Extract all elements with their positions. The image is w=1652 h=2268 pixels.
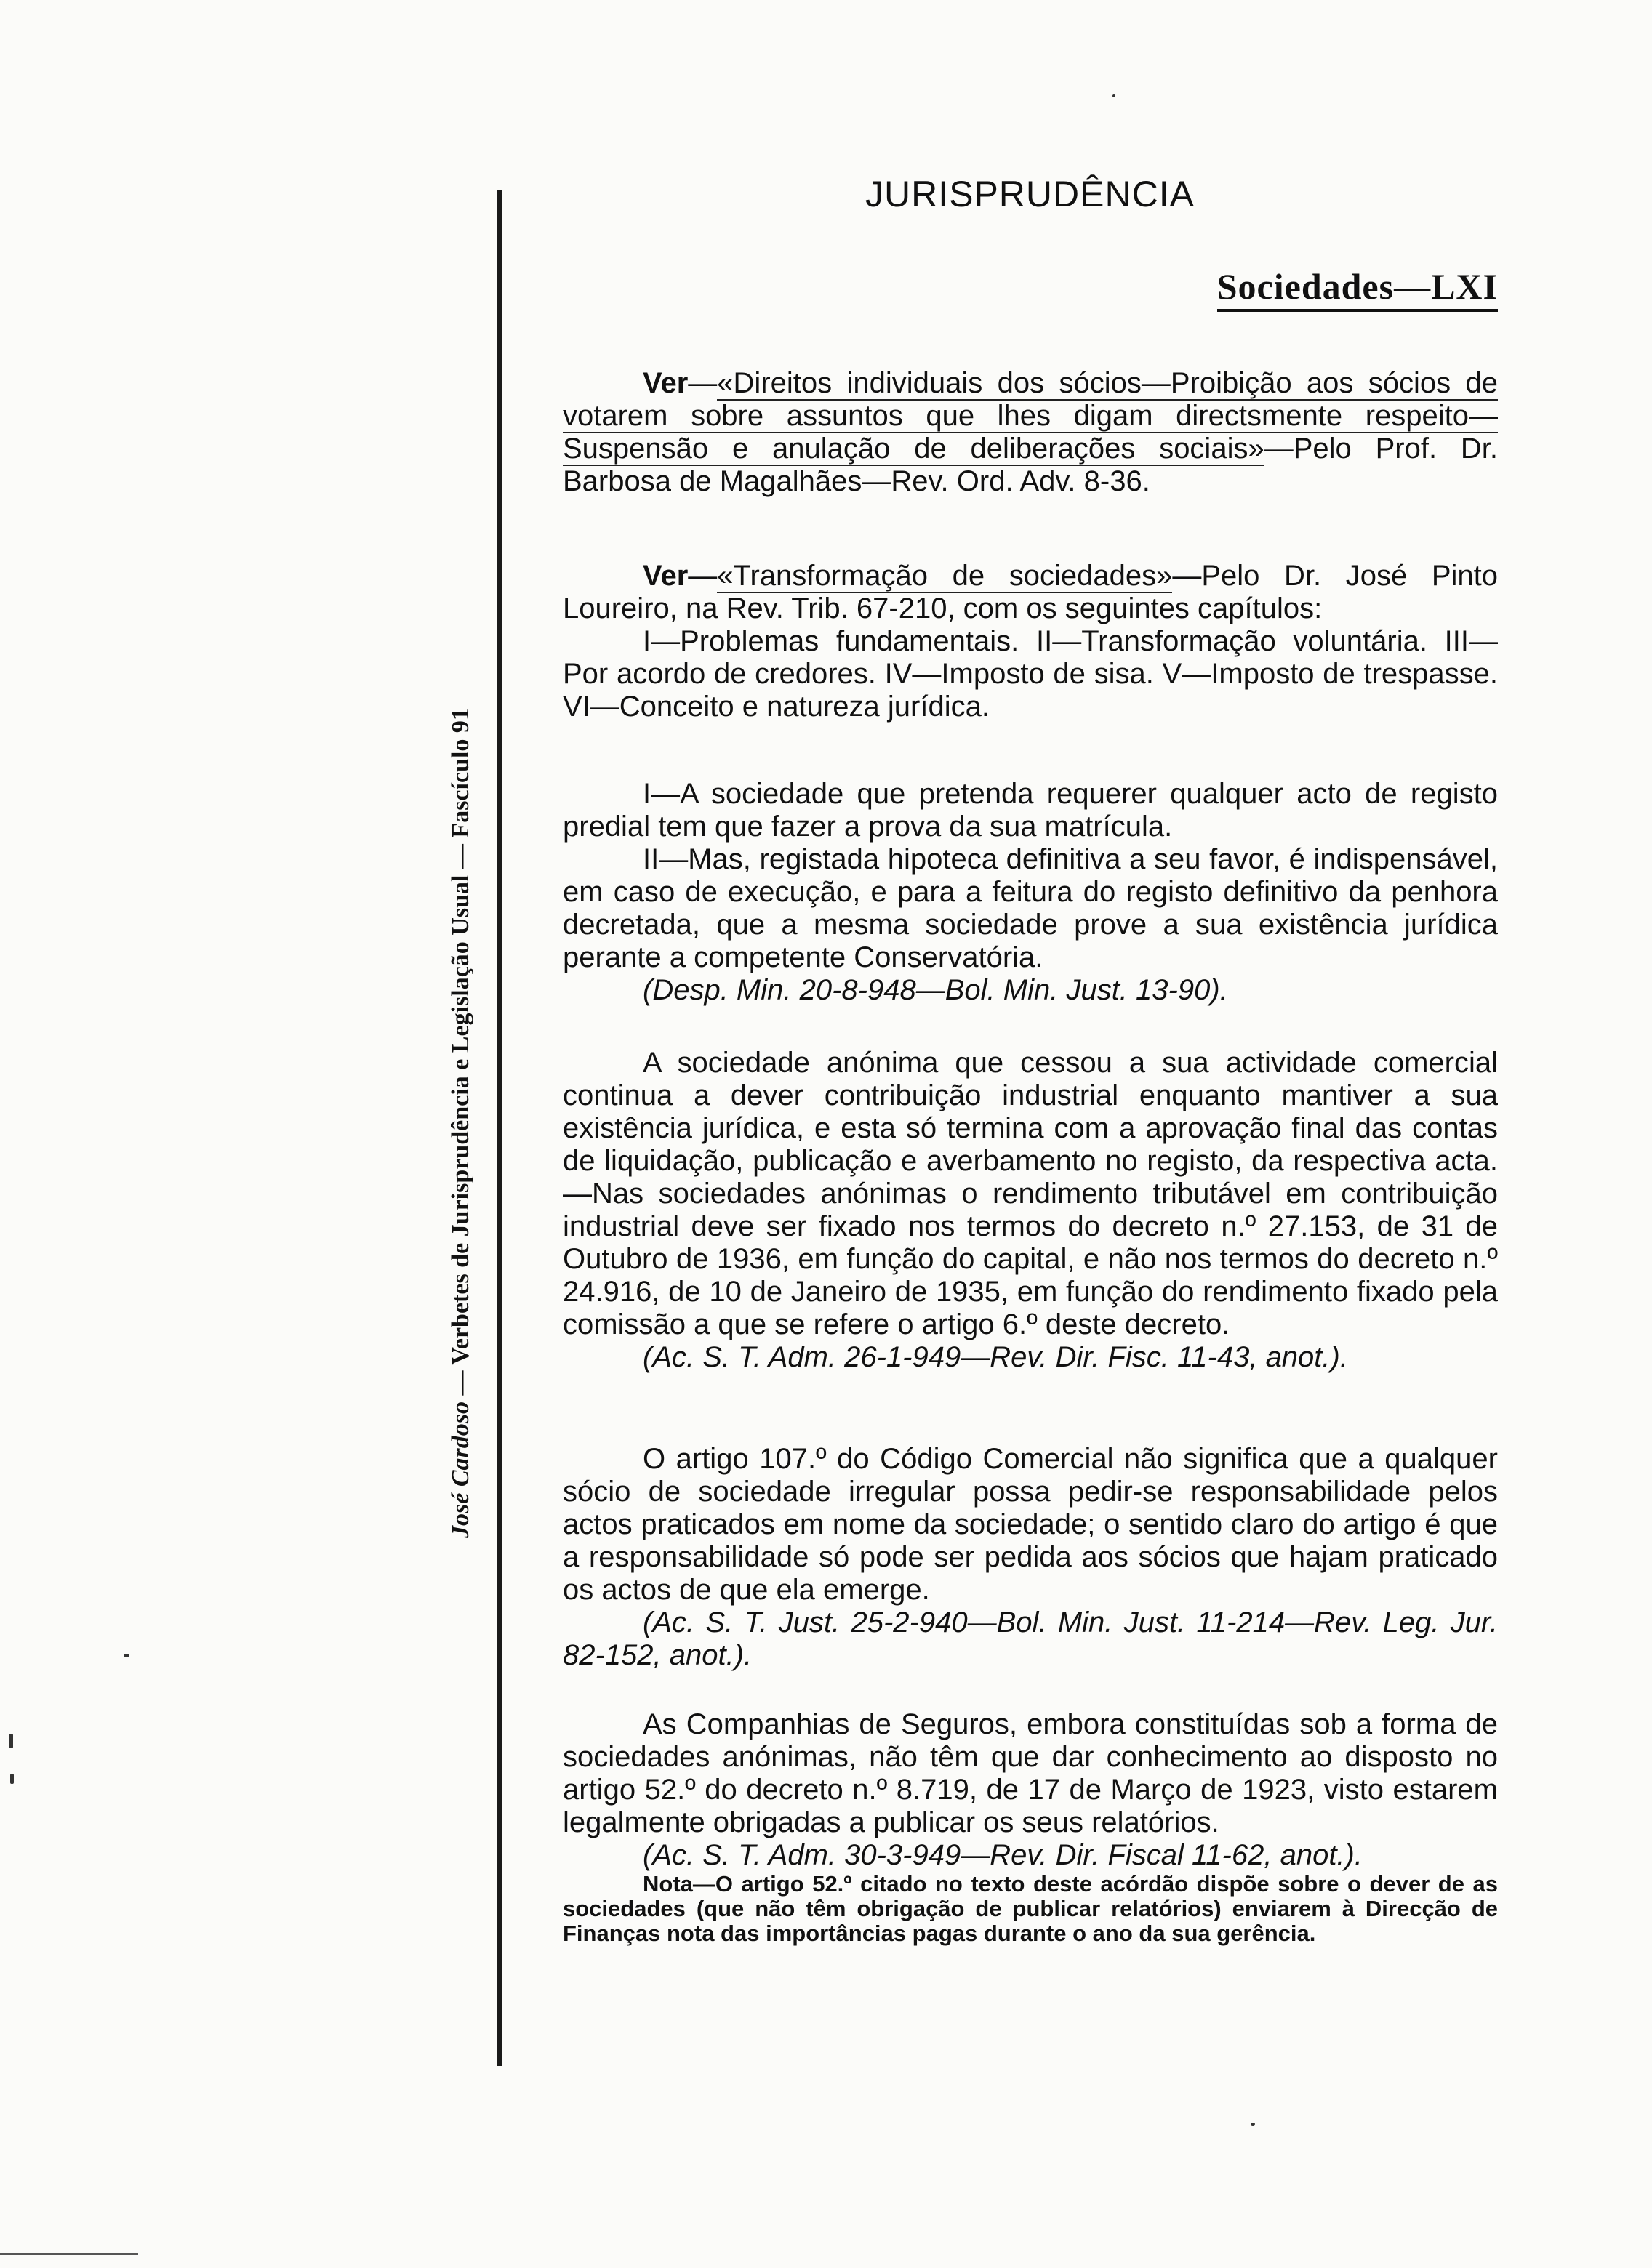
paragraph: O artigo 107.º do Código Comercial não significa que a qualquer sócio de sociedade irregular possa pedir-se responsabilidade pelos actos praticados em nome da sociedade; o sentido claro do artigo é que a responsabilidade só pode ser pedida aos sócios que hajam praticado os actos de que ela emerge. — [563, 1443, 1498, 1606]
note-lead: Nota — [643, 1871, 693, 1897]
entry-artigo-107 — [563, 1443, 1498, 1672]
entry-quoted-title: «Transformação de sociedades» — [717, 560, 1173, 592]
paragraph: I—A sociedade que pretenda requerer qualquer acto de registo predial tem que fazer a prova da sua matrícula. — [563, 778, 1498, 843]
citation: (Desp. Min. 20-8-948—Bol. Min. Just. 13-90). — [643, 974, 1228, 1006]
note — [563, 1872, 1498, 1946]
scan-speck — [124, 1654, 129, 1657]
citation: (Ac. S. T. Just. 25-2-940—Bol. Min. Just. 11-214—Rev. Leg. Jur. 82-152, anot.). — [563, 1606, 1498, 1671]
side-author: José Cardoso — [447, 1401, 474, 1538]
scan-speck — [1112, 94, 1115, 97]
side-publication: — Verbetes de Jurisprudência e Legislação Usual — Fascículo 91 — [447, 708, 474, 1402]
entry-reference: —Pelo Prof. Dr. Barbosa de Magalhães—Rev. Ord. Adv. 8-36. — [563, 433, 1498, 497]
scan-speck — [1251, 2123, 1255, 2126]
page-header: JURISPRUDÊNCIA — [865, 174, 1195, 214]
entry-ver-transformacao — [563, 560, 1498, 723]
entry-quoted-title: «Direitos individuais dos sócios—Proibição aos sócios de votarem sobre assuntos que lhes digam directsmente respeito—Suspensão e anulação de deliberações sociais» — [563, 367, 1498, 465]
entry-dash: — — [688, 560, 718, 592]
entry-lead: Ver — [643, 560, 689, 592]
entry-lead: Ver — [643, 367, 689, 399]
citation: (Ac. S. T. Adm. 26-1-949—Rev. Dir. Fisc. 11-43, anot.). — [643, 1341, 1348, 1373]
scan-speck — [10, 1774, 14, 1784]
section-title: Sociedades—LXI — [1217, 265, 1498, 312]
entry-dash: — — [688, 367, 718, 399]
side-running-title — [432, 622, 490, 1625]
scan-speck — [9, 1734, 13, 1748]
paragraph: II—Mas, registada hipoteca definitiva a seu favor, é indispensável, em caso de execução, e para a feitura do registo definitivo da penhora decretada, que a mesma sociedade prove a sua existência jurídica perante a competente Conservatória. — [563, 843, 1498, 973]
entry-ver-direitos — [563, 367, 1498, 498]
entry-sociedade-anonima — [563, 1047, 1498, 1374]
paragraph: As Companhias de Seguros, embora constituídas sob a forma de sociedades anónimas, não têm que dar conhecimento ao disposto no artigo 52.º do decreto n.º 8.719, de 17 de Março de 1923, visto estarem legalmente obrigadas a publicar os seus relatórios. — [563, 1708, 1498, 1838]
entry-registo-predial — [563, 778, 1498, 1007]
entry-reference: —Pelo Dr. José Pinto Loureiro, na Rev. Trib. 67-210, com os seguintes capítulos: — [563, 560, 1498, 624]
entry-companhias-seguros — [563, 1708, 1498, 1946]
scan-edge-line — [0, 2253, 138, 2255]
entry-chapters: I—Problemas fundamentais. II—Transformação voluntária. III—Por acordo de credores. IV—Imposto de sisa. V—Imposto de trespasse. VI—Conceito e natureza jurídica. — [563, 625, 1498, 723]
vertical-rule — [497, 190, 502, 2066]
paragraph: A sociedade anónima que cessou a sua actividade comercial continua a dever contribuição industrial enquanto mantiver a sua existência jurídica, e esta só termina com a aprovação final das contas de liquidação, publicação e averbamento no registo, da respectiva acta.—Nas sociedades anónimas o rendimento tributável em contribuição industrial deve ser fixado nos termos do decreto n.º 27.153, de 31 de Outubro de 1936, em função do capital, e não nos termos do decreto n.º 24.916, de 10 de Janeiro de 1935, em função do rendimento fixado pela comissão a que se refere o artigo 6.º deste decreto. — [563, 1047, 1498, 1340]
citation: (Ac. S. T. Adm. 30-3-949—Rev. Dir. Fiscal 11-62, anot.). — [643, 1839, 1363, 1871]
note-text: —O artigo 52.º citado no texto deste acórdão dispõe sobre o dever de as sociedades (que não têm obrigação de publicar relatórios) enviarem à Direcção de Finanças nota das importâncias pagas durante o ano da sua gerência. — [563, 1871, 1498, 1946]
